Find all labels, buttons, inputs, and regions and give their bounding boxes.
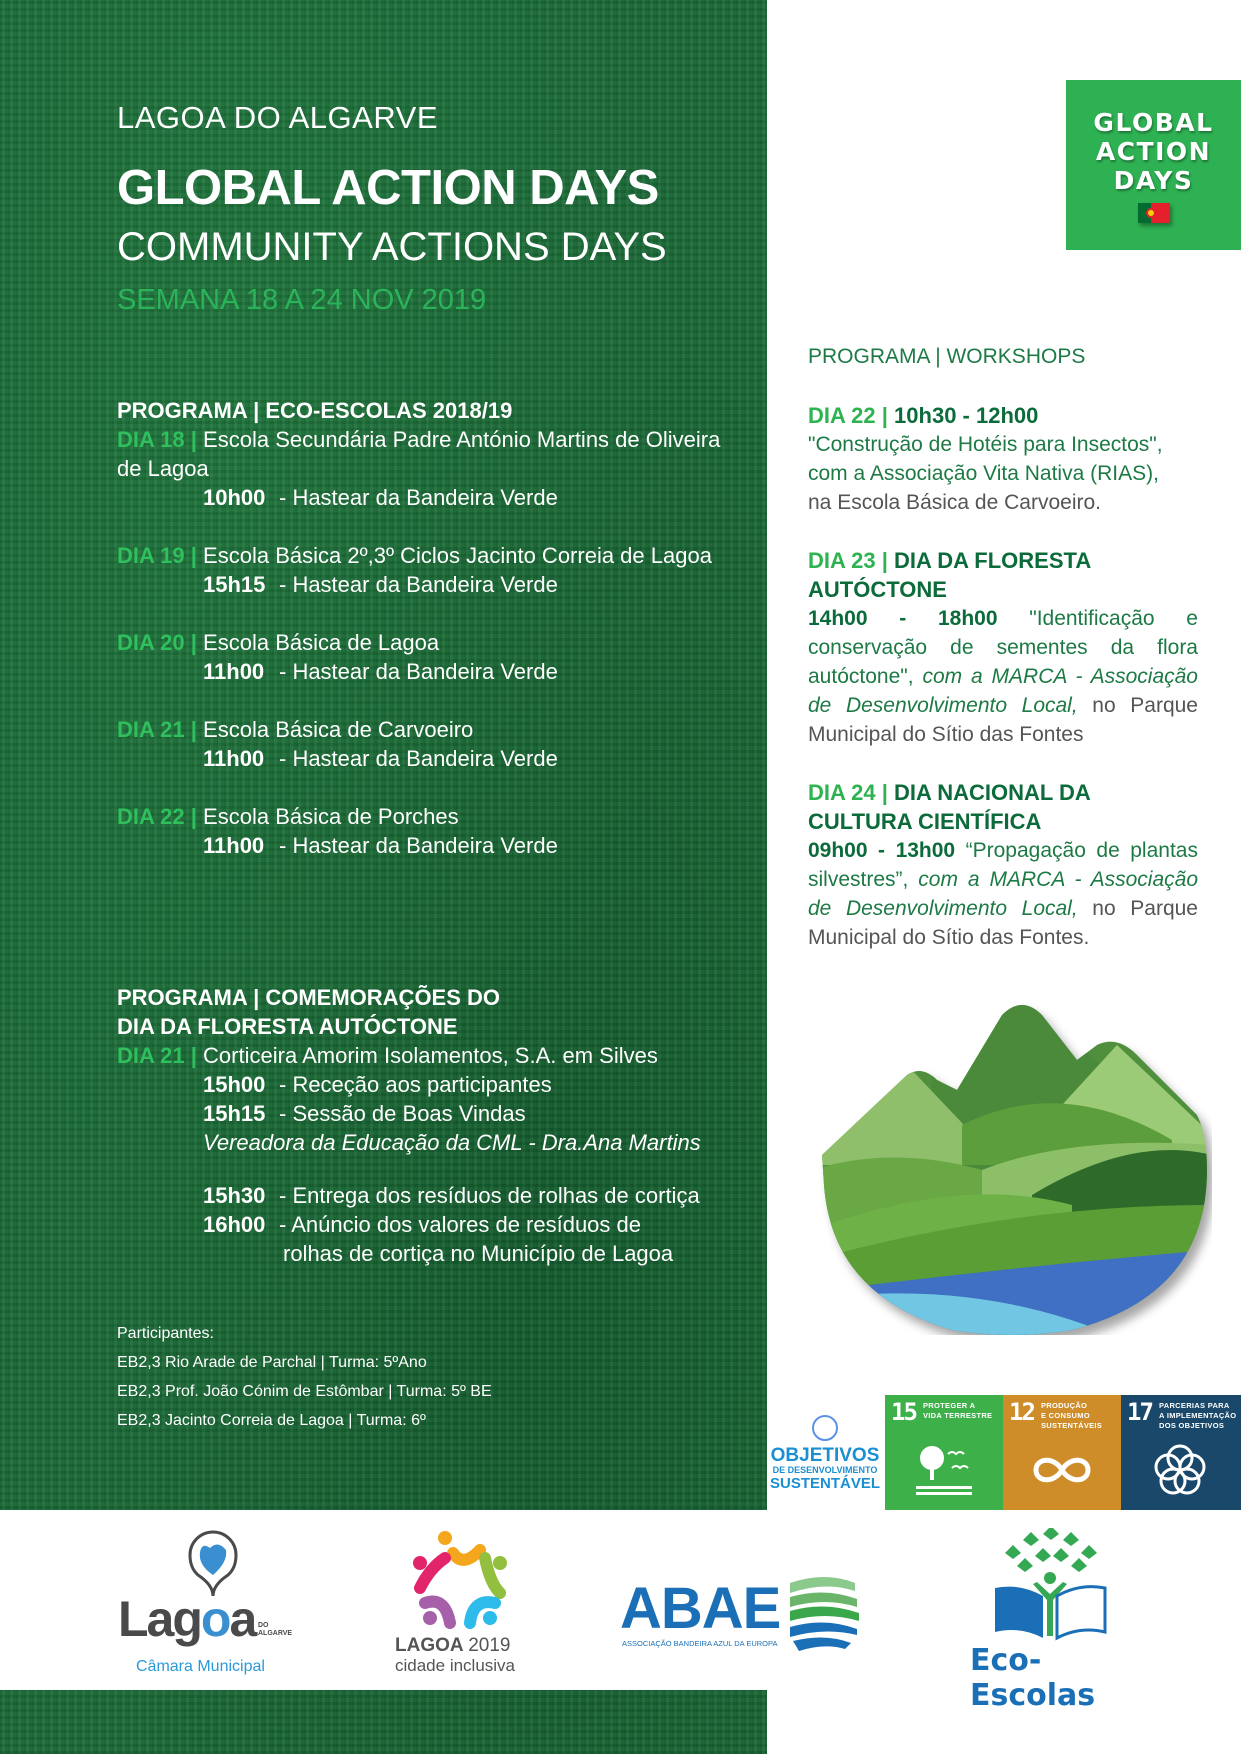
sdg-logo-line: OBJETIVOS — [770, 1445, 880, 1466]
sdg-goal-15 — [885, 1395, 1003, 1510]
schedule-row — [203, 833, 558, 859]
workshop-heading: DIA NACIONAL DA — [894, 780, 1091, 805]
eco-escolas-wordmark: Eco-Escolas — [970, 1643, 1096, 1713]
floresta-heading-cont: DIA DA FLORESTA AUTÓCTONE — [117, 1014, 458, 1039]
goal-label: PROTEGER A VIDA TERRESTRE — [923, 1401, 993, 1420]
time: 15h00 — [203, 1072, 266, 1097]
workshop-heading-cont: CULTURA CIENTÍFICA — [808, 809, 1042, 834]
abae-wordmark: ABAE — [620, 1576, 781, 1641]
floresta-heading: PROGRAMA | COMEMORAÇÕES DO — [117, 985, 501, 1010]
abae-logo — [620, 1575, 870, 1665]
workshop-description — [808, 604, 1198, 749]
global-action-days-badge — [1066, 80, 1241, 250]
badge-line: ACTION — [1095, 136, 1212, 166]
goal-number: 15 — [891, 1398, 916, 1426]
lagoa-camara-logo — [118, 1530, 318, 1680]
workshop-location: na Escola Básica de Carvoeiro. — [808, 491, 1101, 514]
week-dates: SEMANA 18 A 24 NOV 2019 — [117, 284, 487, 316]
time: 15h15 — [203, 1101, 266, 1126]
schedule-row — [203, 1072, 552, 1098]
participant-item: EB2,3 Jacinto Correia de Lagoa | Turma: 6º — [117, 1412, 426, 1429]
eco-escolas-logo — [970, 1528, 1130, 1713]
tree-book-icon — [985, 1528, 1115, 1643]
school-name: Escola Básica de Lagoa — [203, 630, 440, 655]
participant-item: EB2,3 Prof. João Cónim de Estômbar | Turma: 5º BE — [117, 1383, 492, 1400]
lagoa-wordmark: Lagoa — [118, 1591, 256, 1647]
day-label: DIA 24 | — [808, 780, 888, 805]
workshop-location: no Parque Municipal do Sítio das Fontes. — [808, 897, 1198, 949]
workshop-title: "Identificação e conservação de sementes da flora autóctone", — [808, 607, 1198, 688]
school-name: Escola Básica 2º,3º Ciclos Jacinto Correia de Lagoa — [203, 543, 712, 568]
day-label: DIA 22 | — [808, 403, 888, 428]
page-title: GLOBAL ACTION DAYS — [117, 161, 659, 215]
infinity-loop-icon — [1032, 1440, 1092, 1500]
program-entry — [117, 630, 439, 656]
time-range: 14h00 - 18h00 — [808, 607, 998, 630]
speaker-note: Vereadora da Educação da CML - Dra.Ana Martins — [203, 1130, 701, 1155]
goal-number: 12 — [1009, 1398, 1034, 1426]
inclusive-people-icon — [405, 1528, 515, 1633]
day-label: DIA 18 | — [117, 427, 197, 452]
partnership-rings-icon — [1150, 1440, 1210, 1500]
goal-label: PARCERIAS PARA A IMPLEMENTAÇÃO DOS OBJETIVOS — [1159, 1401, 1237, 1430]
time-range: 10h30 - 12h00 — [894, 403, 1039, 428]
badge-line: GLOBAL — [1093, 107, 1214, 137]
portugal-flag-icon — [1138, 203, 1170, 223]
camara-municipal-caption: Câmara Municipal — [136, 1658, 265, 1675]
workshops-heading: PROGRAMA | WORKSHOPS — [808, 345, 1086, 368]
activity: - Hastear da Bandeira Verde — [279, 746, 558, 771]
schedule-row — [203, 1212, 641, 1238]
time: 11h00 — [203, 659, 265, 684]
workshop-partner: com a MARCA - Associação de Desenvolvimento Local, — [808, 868, 1198, 920]
participants-label: Participantes: — [117, 1325, 214, 1342]
school-name: Escola Básica de Carvoeiro — [203, 717, 474, 742]
waves-icon — [785, 1575, 860, 1655]
workshop-heading-cont: AUTÓCTONE — [808, 577, 947, 602]
participant-item: EB2,3 Rio Arade de Parchal | Turma: 5ºAno — [117, 1354, 427, 1371]
un-emblem-icon — [812, 1415, 838, 1441]
time: 11h00 — [203, 833, 265, 858]
workshop-partner: com a MARCA - Associação de Desenvolvimento Local, — [808, 665, 1198, 717]
lagoa-2019-title: LAGOA 2019 — [395, 1635, 511, 1656]
day-label: DIA 19 | — [117, 543, 197, 568]
do-algarve-label: DO ALGARVE — [258, 1622, 293, 1637]
kicker-location: LAGOA DO ALGARVE — [117, 100, 439, 135]
workshop-item — [808, 778, 1198, 952]
abae-caption: ASSOCIAÇÃO BANDEIRA AZUL DA EUROPA — [622, 1639, 778, 1648]
activity: - Entrega dos resíduos de rolhas de cortiça — [279, 1183, 700, 1208]
venue-name: Corticeira Amorim Isolamentos, S.A. em Silves — [203, 1043, 658, 1068]
day-label: DIA 23 | — [808, 548, 888, 573]
workshop-location: no Parque Municipal do Sítio das Fontes — [808, 694, 1198, 746]
workshop-title: "Construção de Hotéis para Insectos", — [808, 433, 1163, 456]
time: 15h15 — [203, 572, 266, 597]
program-entry — [117, 804, 459, 830]
sdg-logo-line: DE DESENVOLVIMENTO — [772, 1465, 878, 1475]
schedule-row — [203, 659, 558, 685]
workshop-heading: DIA DA FLORESTA — [894, 548, 1092, 573]
activity: - Hastear da Bandeira Verde — [279, 572, 558, 597]
schedule-row — [203, 572, 558, 598]
activity-cont: rolhas de cortiça no Município de Lagoa — [283, 1241, 674, 1266]
schedule-row — [203, 1183, 700, 1209]
eco-escolas-heading: PROGRAMA | ECO-ESCOLAS 2018/19 — [117, 398, 513, 423]
program-entry — [117, 1043, 658, 1069]
activity: - Sessão de Boas Vindas — [279, 1101, 526, 1126]
lagoa-2019-logo — [395, 1528, 525, 1678]
program-entry — [117, 543, 712, 569]
day-label: DIA 22 | — [117, 804, 197, 829]
sdg-goal-12 — [1003, 1395, 1121, 1510]
activity: - Anúncio dos valores de resíduos de — [279, 1212, 642, 1237]
sdg-logo-line: SUSTENTÁVEL — [770, 1475, 881, 1492]
day-label: DIA 20 | — [117, 630, 197, 655]
workshop-item — [808, 401, 1198, 517]
tree-birds-icon — [914, 1440, 974, 1500]
activity: - Receção aos participantes — [279, 1072, 552, 1097]
program-entry — [117, 427, 720, 453]
time: 15h30 — [203, 1183, 266, 1208]
time: 16h00 — [203, 1212, 266, 1237]
school-name: Escola Básica de Porches — [203, 804, 459, 829]
activity: - Hastear da Bandeira Verde — [279, 485, 558, 510]
day-label: DIA 21 | — [117, 1043, 197, 1068]
page-subtitle: COMMUNITY ACTIONS DAYS — [117, 225, 667, 269]
schedule-row — [203, 1101, 526, 1127]
time: 10h00 — [203, 485, 266, 510]
sdg-logo — [770, 1415, 880, 1491]
school-name-cont: de Lagoa — [117, 456, 209, 481]
time-range: 09h00 - 13h00 — [808, 839, 956, 862]
program-entry — [117, 717, 473, 743]
day-label: DIA 21 | — [117, 717, 197, 742]
workshop-item — [808, 546, 1198, 749]
activity: - Hastear da Bandeira Verde — [279, 833, 558, 858]
workshop-description — [808, 836, 1198, 952]
landscape-illustration — [812, 995, 1212, 1335]
goal-number: 17 — [1127, 1398, 1152, 1426]
schedule-row — [203, 746, 558, 772]
activity: - Hastear da Bandeira Verde — [279, 659, 558, 684]
workshop-partner: com a Associação Vita Nativa (RIAS), — [808, 462, 1159, 485]
badge-line: DAYS — [1113, 165, 1194, 195]
schedule-row — [203, 485, 558, 511]
cidade-inclusiva-caption: cidade inclusiva — [395, 1656, 516, 1675]
sdg-goal-17 — [1121, 1395, 1241, 1510]
time: 11h00 — [203, 746, 265, 771]
goal-label: PRODUÇÃO E CONSUMO SUSTENTÁVEIS — [1041, 1401, 1103, 1430]
workshop-title: “Propagação de plantas silvestres”, — [808, 839, 1198, 891]
school-name: Escola Secundária Padre António Martins de Oliveira — [203, 427, 721, 452]
